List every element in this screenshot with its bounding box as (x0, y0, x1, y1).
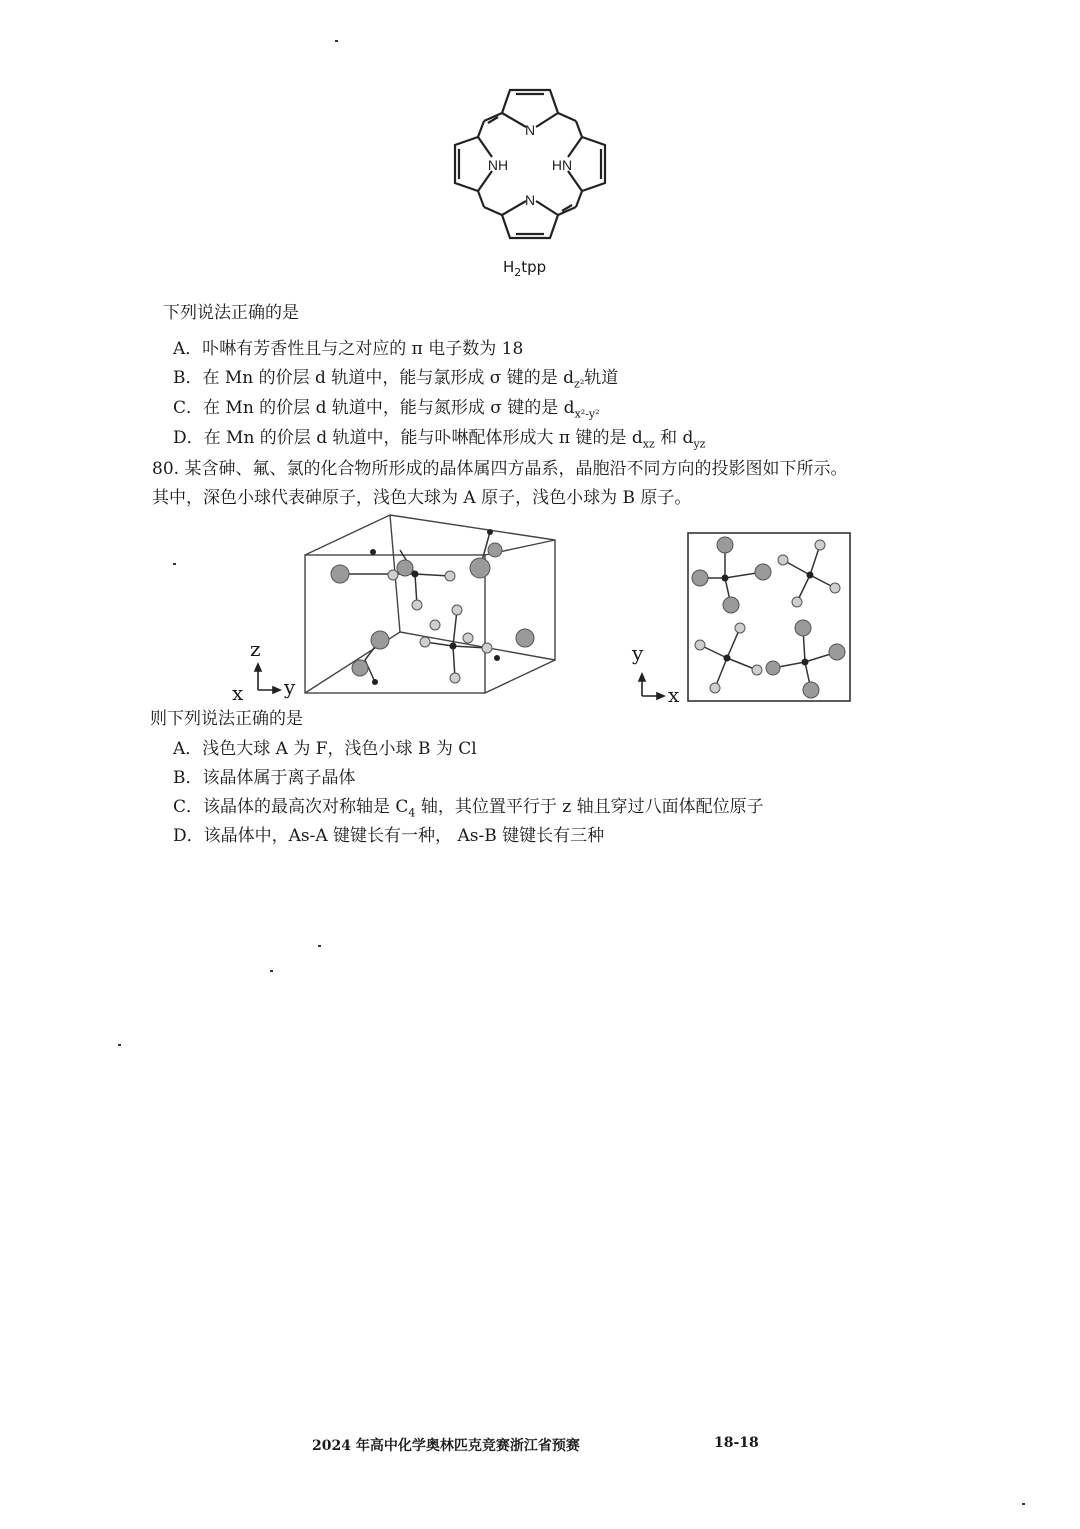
q80-intro-line2: 其中，深色小球代表砷原子，浅色大球为 A 原子，浅色小球为 B 原子。 (152, 488, 692, 508)
axis-left-x: x (232, 681, 244, 705)
porphyrin-structure (440, 75, 620, 260)
porphyrin-hn-right: HN (551, 157, 573, 173)
axis-left-y: y (284, 675, 296, 699)
scan-speck (173, 563, 176, 565)
q79-option-a: A．卟啉有芳香性且与之对应的 π 电子数为 18 (173, 339, 524, 359)
axis-right-x: x (668, 683, 680, 707)
q80-option-a: A．浅色大球 A 为 F，浅色小球 B 为 Cl (173, 739, 477, 759)
porphyrin-nh-left: NH (487, 157, 509, 173)
q80-option-d: D．该晶体中，As-A 键键长有一种， As-B 键键长有三种 (173, 826, 605, 846)
porphyrin-caption: $H_2tpp$ (503, 258, 547, 279)
q79-option-b: B．在 Mn 的价层 d 轨道中，能与氯形成 σ 键的是 $d_{z^2}$轨道 (173, 368, 619, 391)
q80-intro-line1: 80. 某含砷、氟、氯的化合物所形成的晶体属四方晶系，晶胞沿不同方向的投影图如下所示。 (152, 459, 848, 479)
axes-right-icon (630, 660, 690, 705)
scan-speck (335, 40, 338, 42)
q79-stem: 下列说法正确的是 (163, 303, 299, 323)
porphyrin-n-bottom: N (524, 192, 536, 208)
q80-option-c: C．该晶体的最高次对称轴是 $C_4$ 轴，其位置平行于 z 轴且穿过八面体配位原子 (173, 797, 764, 820)
q80-stem: 则下列说法正确的是 (150, 709, 303, 729)
footer-title: 2024 年高中化学奥林匹克竞赛浙江省预赛 (312, 1438, 580, 1454)
scan-speck (270, 970, 273, 972)
q79-option-d: D．在 Mn 的价层 d 轨道中，能与卟啉配体形成大 π 键的是 $d_{xz}$ 和 $d_{yz}$ (173, 428, 706, 451)
axis-left-z: z (250, 637, 261, 661)
scan-speck (118, 1044, 121, 1046)
q79-option-c: C．在 Mn 的价层 d 轨道中，能与氮形成 σ 键的是 $d_{x^2-y^2}$ (173, 398, 600, 421)
scan-speck (1022, 1503, 1025, 1505)
footer-page-number: 18-18 (714, 1435, 759, 1451)
crystal-projection-xy (685, 530, 855, 705)
scan-speck (318, 945, 321, 947)
axis-right-y: y (632, 641, 644, 665)
porphyrin-n-top: N (524, 122, 536, 138)
q80-option-b: B．该晶体属于离子晶体 (173, 768, 356, 788)
